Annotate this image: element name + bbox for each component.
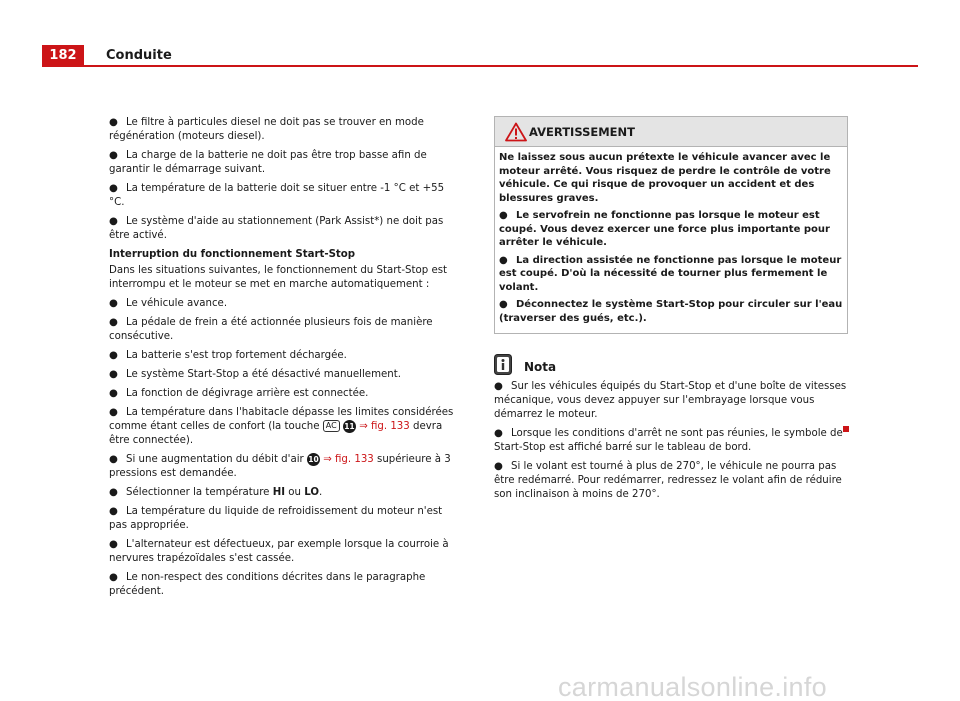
list-item: ● Le système d'aide au stationnement (Park Assist*) ne doit pas être activé.: [109, 216, 444, 241]
bullet: ●: [109, 216, 118, 227]
list-item: ● L'alternateur est défectueux, par exemple lorsque la courroie à nervures trapézoïdales s'est cassée.: [109, 539, 449, 564]
list-item: ● Le véhicule avance.: [109, 298, 228, 309]
page-number: 182: [42, 45, 84, 67]
header-rule: [84, 65, 918, 67]
list-item: ● La charge de la batterie ne doit pas être trop basse afin de garantir le démarrage suivant.: [109, 150, 427, 175]
note-item: ● Lorsque les conditions d'arrêt ne sont pas réunies, le symbole de Start-Stop est affiché barré sur le tableau de bord.: [494, 428, 843, 453]
hi-label: HI: [272, 487, 286, 498]
bullet: ●: [109, 150, 118, 161]
note-item: ● Sur les véhicules équipés du Start-Stop et d'une boîte de vitesses mécanique, vous devez appuyer sur l'embrayage lorsque vous démarrez le moteur.: [494, 381, 847, 420]
section-end-marker: [843, 426, 849, 432]
bullet: ●: [109, 369, 118, 380]
figure-link[interactable]: ⇒ fig. 133: [359, 421, 410, 432]
bullet: ●: [109, 317, 118, 328]
list-item: ● La pédale de frein a été actionnée plusieurs fois de manière consécutive.: [109, 317, 433, 342]
subheading: Interruption du fonctionnement Start-Stop: [109, 249, 356, 260]
list-item-temp: ● Sélectionner la température HI ou LO.: [109, 487, 323, 498]
list-item: ● La batterie s'est trop fortement déchargée.: [109, 350, 347, 361]
list-item: ● Le non-respect des conditions décrites dans le paragraphe précédent.: [109, 572, 426, 597]
list-item-ac: ● La température dans l'habitacle dépasse les limites considérées comme étant celles de confort (la touche AC 11 ⇒ fig. 133 devra être connectée).: [109, 407, 454, 446]
callout-11-icon: 11: [344, 422, 355, 431]
ac-key-icon: AC: [323, 420, 340, 432]
list-item-air: ● Si une augmentation du débit d'air 10 ⇒ fig. 133 supérieure à 3 pressions est demandée.: [109, 454, 451, 479]
note-title: Nota: [524, 360, 557, 374]
list-item: ● La température du liquide de refroidissement du moteur n'est pas appropriée.: [109, 506, 443, 531]
bullet: ●: [499, 210, 508, 221]
warning-body: [495, 147, 847, 333]
bullet: ●: [109, 539, 118, 550]
bullet: ●: [109, 117, 118, 128]
note-info-icon: [494, 354, 512, 375]
page-header: [42, 45, 918, 67]
list-item: ● La température de la batterie doit se situer entre -1 °C et +55 °C.: [109, 183, 445, 208]
bullet: ●: [109, 506, 118, 517]
bullet: ●: [109, 407, 118, 418]
intro-paragraph: Dans les situations suivantes, le fonctionnement du Start-Stop est interrompu et le moteur se met en marche automatiquement :: [109, 265, 448, 290]
note-header: [494, 354, 848, 378]
right-column: [494, 116, 848, 507]
bullet: ●: [494, 461, 503, 472]
warning-item: ● La direction assistée ne fonctionne pas lorsque le moteur est coupé. D'où la nécessité de tourner plus fermement le volant.: [499, 254, 842, 293]
warning-item: ● Le servofrein ne fonctionne pas lorsque le moteur est coupé. Vous devez exercer une force plus importante pour arrêter le véhicule.: [499, 210, 830, 248]
warning-box: [494, 116, 848, 334]
bullet: ●: [109, 183, 118, 194]
bullet: ●: [109, 572, 118, 583]
bullet: ●: [494, 381, 503, 392]
bullet: ●: [499, 254, 508, 266]
list-item: ● Le filtre à particules diesel ne doit pas se trouver en mode régénération (moteurs diesel).: [109, 117, 424, 142]
bullet: ●: [109, 298, 118, 309]
watermark: carmanualsonline.info: [558, 672, 827, 701]
warning-triangle-icon: [505, 122, 527, 142]
bullet: ●: [109, 388, 118, 399]
warning-item: ● Déconnectez le système Start-Stop pour circuler sur l'eau (traverser des gués, etc.).: [499, 299, 843, 324]
bullet: ●: [494, 428, 503, 439]
warning-intro: Ne laissez sous aucun prétexte le véhicule avancer avec le moteur arrêté. Vous risquez de perdre le contrôle de votre véhicule. Ce qui risque de provoquer un accident et des blessures graves.: [499, 152, 831, 204]
left-column: [109, 116, 462, 604]
bullet: ●: [109, 487, 118, 498]
bullet: ●: [109, 454, 118, 465]
bullet: ●: [499, 299, 508, 310]
callout-10-icon: 10: [308, 455, 319, 464]
list-item: ● La fonction de dégivrage arrière est connectée.: [109, 388, 369, 399]
warning-title: AVERTISSEMENT: [529, 125, 636, 139]
section-title: Conduite: [106, 48, 172, 63]
list-item: ● Le système Start-Stop a été désactivé manuellement.: [109, 369, 401, 380]
lo-label: LO: [304, 487, 319, 498]
warning-header: [495, 117, 847, 147]
figure-link[interactable]: ⇒ fig. 133: [323, 454, 374, 465]
bullet: ●: [109, 350, 118, 361]
note-item: ● Si le volant est tourné à plus de 270°, le véhicule ne pourra pas être redémarré. Pour redémarrer, redressez le volant afin de réduire son inclinaison à moins de 270°.: [494, 461, 842, 500]
